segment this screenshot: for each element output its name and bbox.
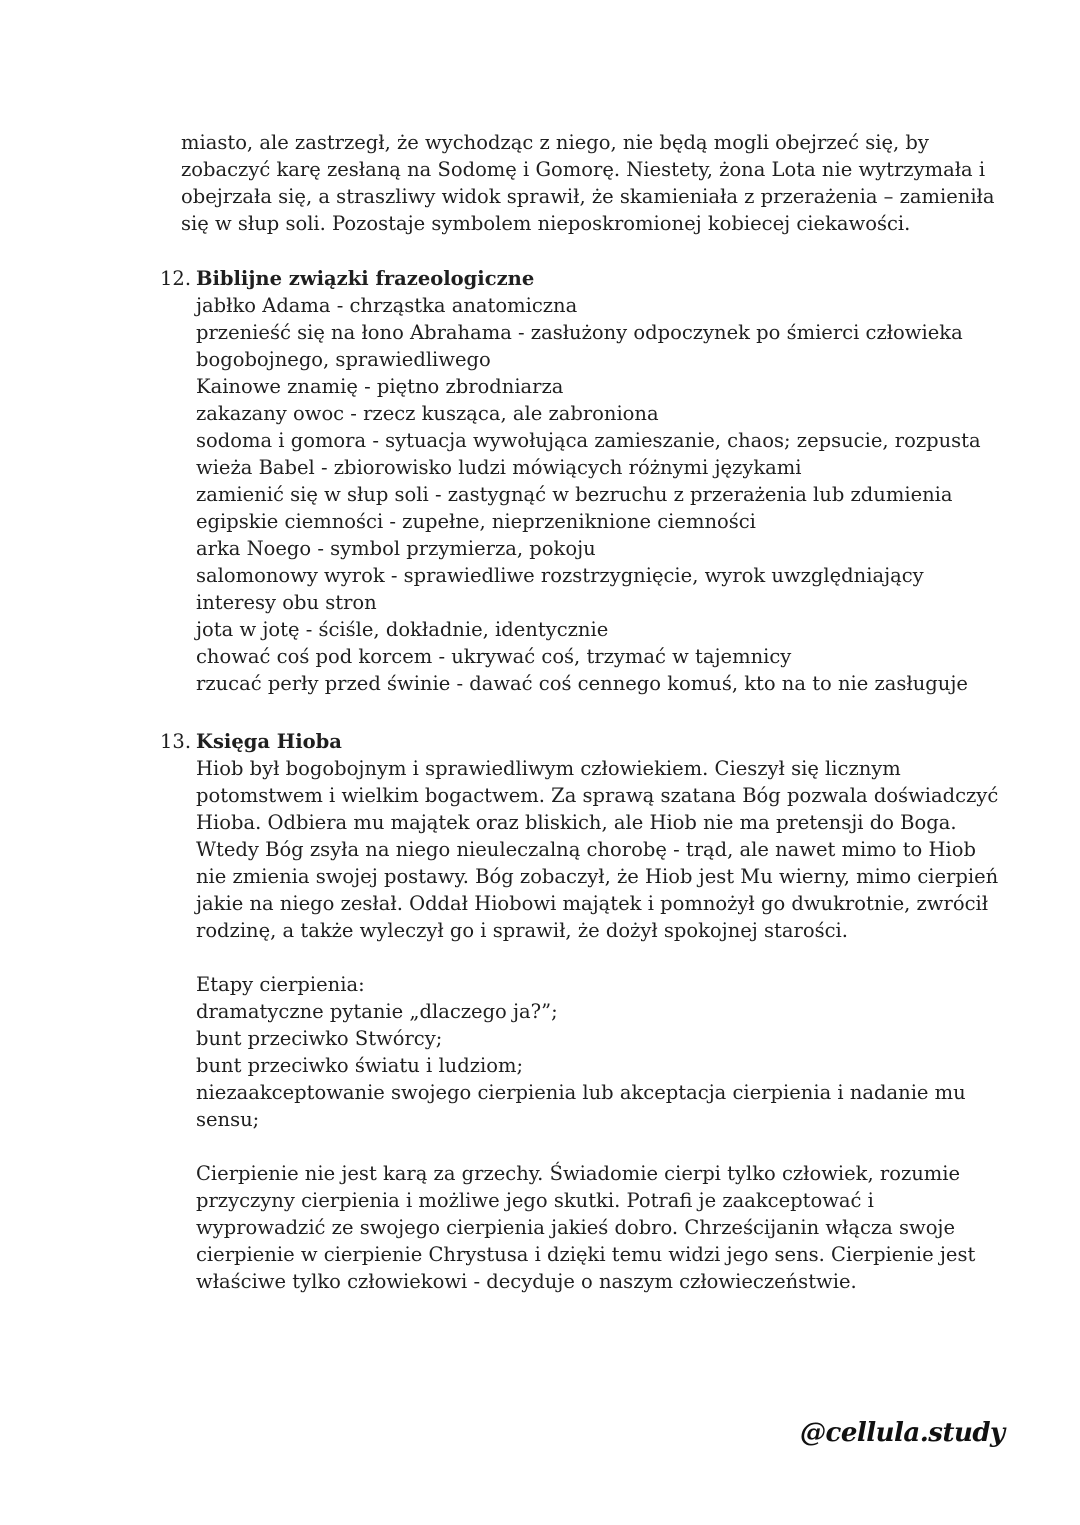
paragraph-spacer xyxy=(196,1133,1000,1160)
list-item: przenieść się na łono Abrahama - zasłużony odpoczynek po śmierci człowieka xyxy=(196,321,963,344)
text-line: bunt przeciwko światu i ludziom; xyxy=(196,1054,524,1077)
text-line: miasto, ale zastrzegł, że wychodząc z niego, nie będą mogli obejrzeć się, by xyxy=(181,131,929,154)
list-item: zamienić się w słup soli - zastygnąć w bezruchu z przerażenia lub zdumienia xyxy=(196,483,953,506)
text-line: Etapy cierpienia: xyxy=(196,973,365,996)
text-line: Hioba. Odbiera mu majątek oraz bliskich, ale Hiob nie ma pretensji do Boga. xyxy=(196,811,957,834)
list-item: Kainowe znamię - piętno zbrodniarza xyxy=(196,375,564,398)
text-line: Wtedy Bóg zsyła na niego nieuleczalną chorobę - trąd, ale nawet mimo to Hiob xyxy=(196,838,976,861)
text-line: dramatyczne pytanie „dlaczego ja?”; xyxy=(196,1000,558,1023)
text-line: bunt przeciwko Stwórcy; xyxy=(196,1027,443,1050)
conclusion-paragraph xyxy=(196,1160,1000,1295)
text-line: się w słup soli. Pozostaje symbolem nieposkromionej kobiecej ciekawości. xyxy=(181,212,911,235)
section-title: Księga Hioba xyxy=(196,730,342,753)
section-number: 12. xyxy=(160,267,192,290)
text-line: potomstwem i wielkim bogactwem. Za sprawą szatana Bóg pozwala doświadczyć xyxy=(196,784,999,807)
text-line: rodzinę, a także wyleczył go i sprawił, że dożył spokojnej starości. xyxy=(196,919,848,942)
list-item: zakazany owoc - rzecz kusząca, ale zabroniona xyxy=(196,402,659,425)
text-line: jakie na niego zesłał. Oddał Hiobowi majątek i pomnożył go dwukrotnie, zwrócił xyxy=(196,892,989,915)
list-item: arka Noego - symbol przymierza, pokoju xyxy=(196,537,596,560)
list-item: wieża Babel - zbiorowisko ludzi mówiących różnymi językami xyxy=(196,456,802,479)
text-line: sensu; xyxy=(196,1108,260,1131)
text-line: właściwe tylko człowiekowi - decyduje o naszym człowieczeństwie. xyxy=(196,1270,857,1293)
list-item: chować coś pod korcem - ukrywać coś, trzymać w tajemnicy xyxy=(196,645,792,668)
text-line: niezaakceptowanie swojego cierpienia lub akceptacja cierpienia i nadanie mu xyxy=(196,1081,966,1104)
paragraph-spacer xyxy=(196,944,1000,971)
list-item: rzucać perły przed świnie - dawać coś cennego komuś, kto na to nie zasługuje xyxy=(196,672,968,695)
list-item: sodoma i gomora - sytuacja wywołująca zamieszanie, chaos; zepsucie, rozpusta xyxy=(196,429,981,452)
section-heading xyxy=(160,265,1000,292)
story-paragraph xyxy=(196,755,1000,944)
list-item: interesy obu stron xyxy=(196,591,377,614)
section-12 xyxy=(160,265,1000,697)
section-number: 13. xyxy=(160,730,192,753)
intro-paragraph xyxy=(181,129,995,237)
author-signature: @cellula.study xyxy=(800,1418,1005,1448)
text-line: Hiob był bogobojnym i sprawiedliwym człowiekiem. Cieszył się licznym xyxy=(196,757,901,780)
text-line: nie zmienia swojej postawy. Bóg zobaczył, że Hiob jest Mu wierny, mimo cierpień xyxy=(196,865,999,888)
list-item: bogobojnego, sprawiedliwego xyxy=(196,348,491,371)
list-item: jota w jotę - ściśle, dokładnie, identycznie xyxy=(196,618,609,641)
text-line: przyczyny cierpienia i możliwe jego skutki. Potrafi je zaakceptować i xyxy=(196,1189,874,1212)
list-item: egipskie ciemności - zupełne, nieprzeniknione ciemności xyxy=(196,510,756,533)
stages-paragraph xyxy=(196,971,1000,1133)
phrase-list xyxy=(196,292,1000,697)
text-line: cierpienie w cierpienie Chrystusa i dzięki temu widzi jego sens. Cierpienie jest xyxy=(196,1243,976,1266)
section-title: Biblijne związki frazeologiczne xyxy=(196,267,535,290)
text-line: wyprowadzić ze swojego cierpienia jakieś dobro. Chrześcijanin włącza swoje xyxy=(196,1216,956,1239)
list-item: jabłko Adama - chrząstka anatomiczna xyxy=(196,294,578,317)
text-line: Cierpienie nie jest karą za grzechy. Świadomie cierpi tylko człowiek, rozumie xyxy=(196,1162,961,1185)
section-body xyxy=(196,755,1000,1295)
section-13 xyxy=(160,728,1000,1295)
list-item: salomonowy wyrok - sprawiedliwe rozstrzygnięcie, wyrok uwzględniający xyxy=(196,564,924,587)
section-heading xyxy=(160,728,1000,755)
text-line: zobaczyć karę zesłaną na Sodomę i Gomorę. Niestety, żona Lota nie wytrzymała i xyxy=(181,158,986,181)
text-line: obejrzała się, a straszliwy widok sprawił, że skamieniała z przerażenia – zamieniła xyxy=(181,185,995,208)
